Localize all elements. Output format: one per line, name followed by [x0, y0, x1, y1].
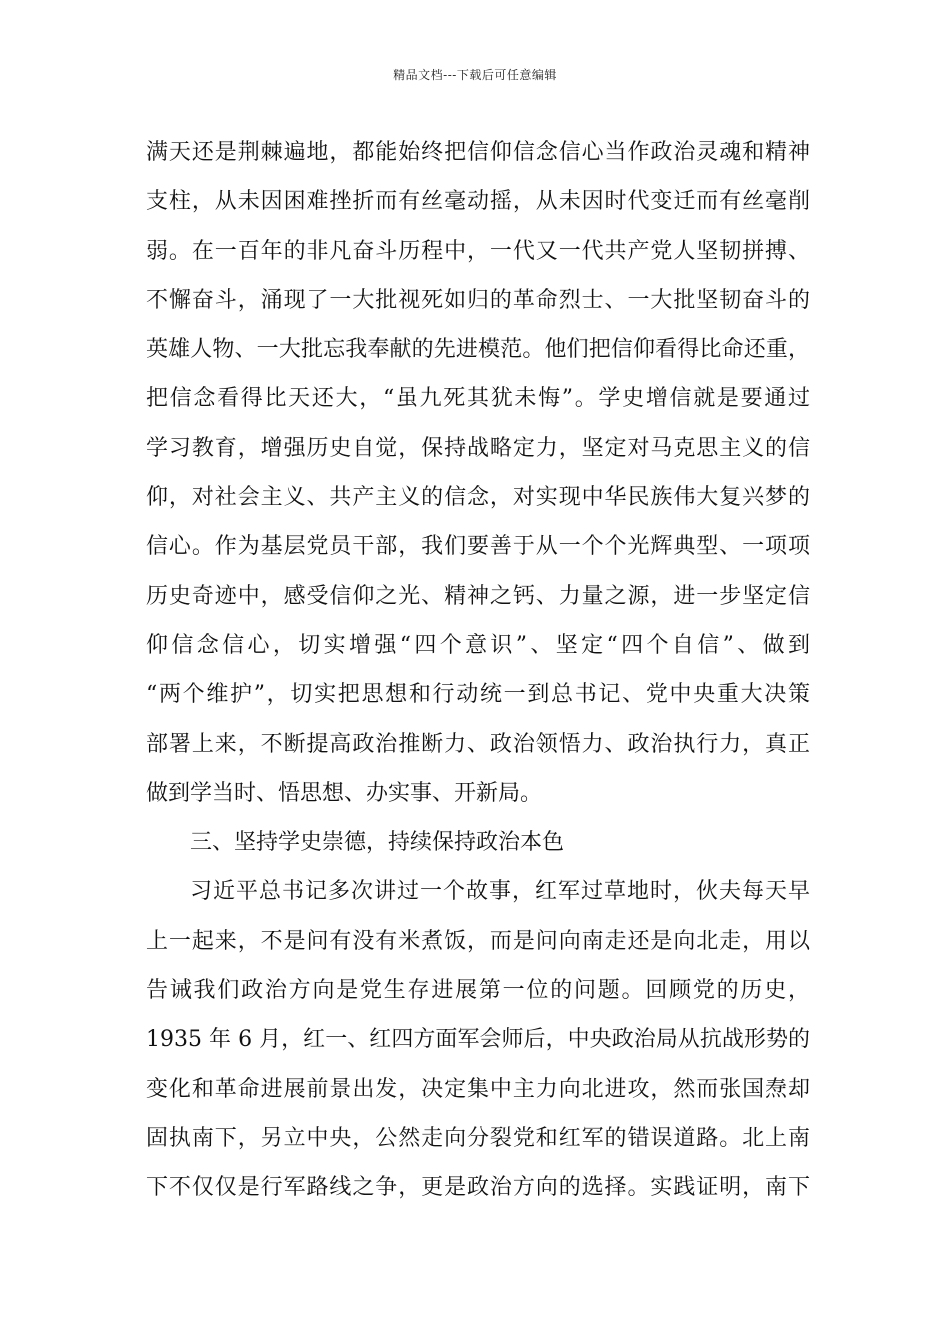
text-line: 下不仅仅是行军路线之争，更是政治方向的选择。实践证明，南下 — [146, 1175, 810, 1201]
text-line: 学习教育，增强历史自觉，保持战略定力，坚定对马克思主义的信 — [146, 435, 810, 461]
text-line: 固执南下，另立中央，公然走向分裂党和红军的错误道路。北上南 — [146, 1125, 810, 1151]
text-line: 部署上来，不断提高政治推断力、政治领悟力、政治执行力，真正 — [146, 731, 810, 757]
text-line: 信心。作为基层党员干部，我们要善于从一个个光辉典型、一项项 — [146, 534, 810, 560]
text-line: 告诫我们政治方向是党生存进展第一位的问题。回顾党的历史， — [146, 978, 810, 1004]
text-line: 满天还是荆棘遍地，都能始终把信仰信念信心当作政治灵魂和精神 — [146, 140, 810, 165]
text-line: 不懈奋斗，涌现了一大批视死如归的革命烈士、一大批坚韧奋斗的 — [146, 287, 810, 313]
text-line: 上一起来，不是问有没有米煮饭，而是问向南走还是向北走，用以 — [146, 928, 810, 954]
text-line: 习近平总书记多次讲过一个故事，红军过草地时，伙夫每天早 — [190, 879, 810, 905]
text-line: 把信念看得比天还大，“虽九死其犹未悔”。学史增信就是要通过 — [146, 386, 810, 412]
text-line: 英雄人物、一大批忘我奉献的先进模范。他们把信仰看得比命还重， — [146, 337, 810, 363]
text-line: “两个维护”，切实把思想和行动统一到总书记、党中央重大决策 — [146, 682, 810, 708]
text-line: 变化和革命进展前景出发，决定集中主力向北进攻，然而张国焘却 — [146, 1076, 810, 1102]
text-line: 仰，对社会主义、共产主义的信念，对实现中华民族伟大复兴梦的 — [146, 485, 810, 511]
text-line: 仰信念信心，切实增强“四个意识”、坚定“四个自信”、做到 — [146, 632, 810, 658]
text-line: 弱。在一百年的非凡奋斗历程中，一代又一代共产党人坚韧拼搏、 — [146, 238, 810, 264]
text-line: 支柱，从未因困难挫折而有丝毫动摇，从未因时代变迁而有丝毫削 — [146, 189, 810, 215]
text-line: 历史奇迹中，感受信仰之光、精神之钙、力量之源，进一步坚定信 — [146, 583, 810, 609]
text-line: 做到学当时、悟思想、办实事、开新局。 — [146, 780, 543, 806]
section-heading: 三、坚持学史崇德，持续保持政治本色 — [190, 830, 565, 856]
document-body — [146, 128, 810, 1213]
page-header: 精品文档---下载后可任意编辑 — [393, 68, 557, 82]
text-line: 1935 年 6 月，红一、红四方面军会师后，中央政治局从抗战形势的 — [146, 1027, 810, 1053]
